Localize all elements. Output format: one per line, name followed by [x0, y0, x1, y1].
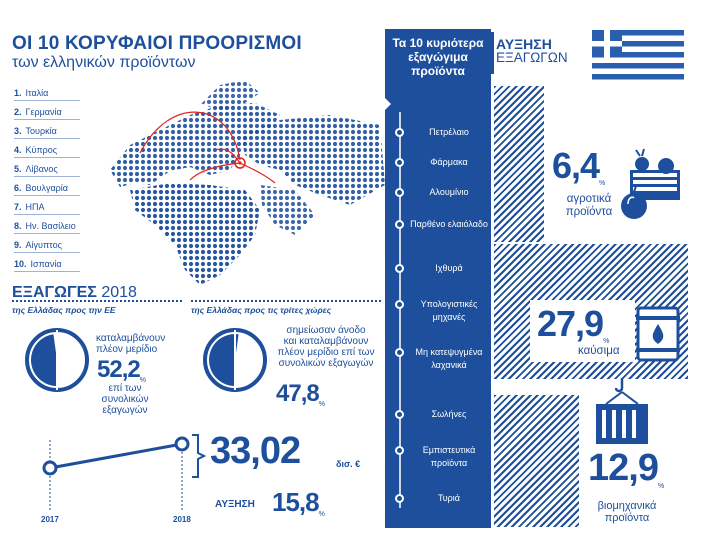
destination-rank: 4.	[14, 145, 22, 155]
industrial-label: βιομηχανικά προϊόντα	[597, 500, 657, 524]
product-item	[394, 408, 489, 421]
destination-name: Τουρκία	[25, 126, 57, 136]
product-label: Σωλήνες	[431, 409, 467, 419]
bracket-icon	[190, 433, 206, 479]
product-item	[394, 492, 489, 505]
product-item	[394, 298, 489, 324]
product-item	[394, 218, 489, 231]
product-label: Υπολογιστικές μηχανές	[420, 299, 478, 322]
product-item	[394, 262, 489, 275]
timeline-dot-icon	[395, 188, 404, 197]
destination-rank: 7.	[14, 202, 22, 212]
oil-barrel-icon	[634, 306, 682, 362]
agri-growth-value: 6,4%	[552, 145, 606, 187]
destination-row	[14, 255, 80, 272]
eu-heading: της Ελλάδας προς την ΕΕ	[12, 305, 116, 315]
destination-name: Κύπρος	[25, 145, 58, 155]
product-item	[394, 186, 489, 199]
destination-name: ΗΠΑ	[25, 202, 45, 212]
destination-name: Γερμανία	[25, 107, 62, 117]
panel-notch	[383, 96, 391, 112]
destination-name: Αίγυπτος	[25, 240, 62, 250]
destination-name: Ην. Βασίλειο	[25, 221, 76, 231]
product-label: Φάρμακα	[430, 157, 468, 167]
hatch-block	[494, 86, 544, 242]
destination-name: Ισπανία	[30, 259, 62, 269]
page-subtitle: των ελληνικών προϊόντων	[12, 54, 196, 71]
third-text: σημείωσαν άνοδο και καταλαμβάνουν πλέον μερίδιο επί των συνολικών εξαγωγών	[277, 325, 375, 369]
page-title: ΟΙ 10 ΚΟΡΥΦΑΙΟΙ ΠΡΟΟΡΙΣΜΟΙ	[12, 33, 302, 54]
third-share-pie	[200, 325, 270, 395]
timeline-dot-icon	[395, 128, 404, 137]
destination-name: Λίβανος	[25, 164, 58, 174]
product-label: Αλουμίνιο	[429, 187, 469, 197]
destination-rank: 3.	[14, 126, 22, 136]
product-label: Παρθένο ελαιόλαδο	[410, 219, 488, 229]
destination-rank: 8.	[14, 221, 22, 231]
product-label: Μη κατεψυγμένα λαχανικά	[415, 347, 483, 370]
divider	[191, 300, 381, 302]
product-label: Πετρέλαιο	[429, 127, 469, 137]
destination-rank: 5.	[14, 164, 22, 174]
fruit-basket-icon	[620, 148, 686, 222]
destination-name: Ιταλία	[25, 88, 49, 98]
timeline-dot-icon	[395, 220, 404, 229]
destination-rank: 2.	[14, 107, 22, 117]
eu-share-value: 52,2%	[97, 356, 146, 384]
agri-label: αγροτικά προϊόντα	[565, 193, 613, 218]
hatch-block	[494, 395, 579, 527]
destination-rank: 6.	[14, 183, 22, 193]
destination-rank: 10.	[14, 259, 27, 269]
total-exports-unit: δισ. €	[336, 459, 361, 469]
exports-title-year: 2018	[101, 284, 137, 301]
destination-row	[14, 179, 80, 196]
timeline-dot-icon	[395, 300, 404, 309]
third-countries-heading: της Ελλάδας προς τις τρίτες χώρες	[191, 305, 332, 315]
eu-share-pie	[22, 325, 92, 395]
fuel-label: καύσιμα	[578, 345, 620, 357]
exports-title-bold: ΕΞΑΓΩΓΕΣ	[12, 284, 97, 301]
industrial-growth-value: 12,9%	[588, 447, 665, 490]
growth-label: ΑΥΞΗΣΗ	[215, 499, 255, 510]
destination-row	[14, 160, 80, 177]
timeline-dot-icon	[395, 264, 404, 273]
destination-row	[14, 84, 80, 101]
destination-row	[14, 236, 80, 253]
third-share-value: 47,8%	[276, 380, 325, 408]
product-item	[394, 156, 489, 169]
growth-subtitle: ΕΞΑΓΩΓΩΝ	[496, 50, 568, 65]
product-label: Ιχθυρά	[435, 263, 463, 273]
growth-value: 15,8%	[272, 487, 325, 518]
fuel-growth-value: 27,9%	[537, 303, 610, 345]
greek-flag-icon	[592, 30, 684, 80]
destination-rank: 9.	[14, 240, 22, 250]
growth-line-chart	[36, 430, 206, 520]
container-crane-icon	[592, 378, 652, 448]
product-item	[394, 126, 489, 139]
eu-text-bottom: επί των συνολικών εξαγωγών	[101, 383, 149, 416]
total-exports-value: 33,02	[210, 430, 301, 472]
timeline-dot-icon	[395, 158, 404, 167]
point-2018	[176, 438, 188, 450]
destination-row	[14, 122, 80, 139]
destination-row	[14, 198, 80, 215]
top-products-title: Τα 10 κυριότερα εξαγώγιμα προϊόντα	[392, 36, 484, 78]
timeline-dot-icon	[395, 494, 404, 503]
dotted-map	[80, 75, 390, 290]
divider	[12, 300, 182, 302]
destination-name: Βουλγαρία	[25, 183, 68, 193]
accent-bar	[490, 32, 494, 74]
destination-row	[14, 217, 80, 234]
timeline-dot-icon	[395, 446, 404, 455]
point-2017	[44, 462, 56, 474]
destination-rank: 1.	[14, 88, 22, 98]
product-item	[394, 346, 489, 372]
timeline-dot-icon	[395, 348, 404, 357]
product-item	[394, 444, 489, 470]
product-label: Τυριά	[438, 493, 460, 503]
destination-row	[14, 103, 80, 120]
timeline-dot-icon	[395, 410, 404, 419]
growth-title: ΑΥΞΗΣΗ	[496, 36, 552, 52]
destination-row	[14, 141, 80, 158]
eu-text-top: καταλαμβάνουν πλέον μερίδιο	[96, 333, 166, 355]
year-start-label: 2017	[41, 515, 59, 524]
year-end-label: 2018	[173, 515, 191, 524]
product-label: Εμπιστευτικά προϊόντα	[422, 445, 476, 468]
